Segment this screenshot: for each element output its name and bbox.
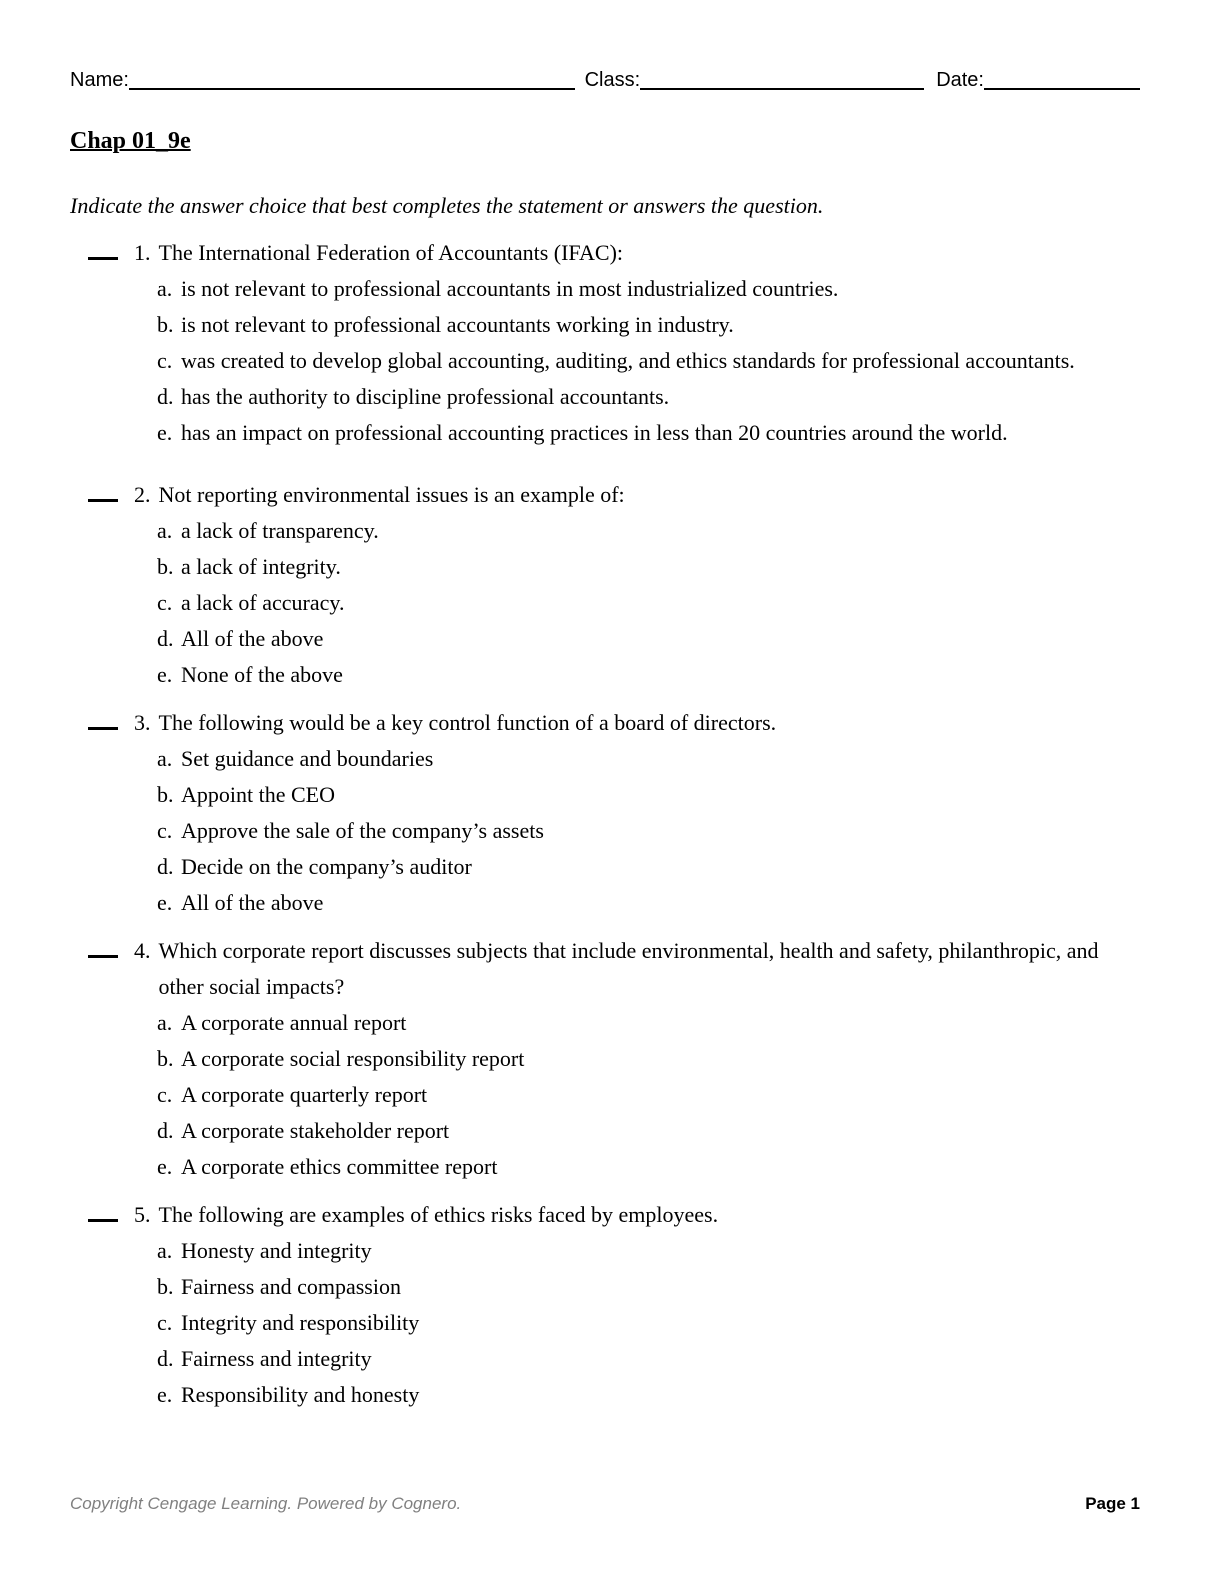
page-title: Chap 01_9e [70,128,191,154]
option-letter: a. [157,518,173,543]
option-text: Set guidance and boundaries [181,746,434,771]
option-text: A corporate quarterly report [181,1082,428,1107]
question-1 [88,235,1140,451]
option-e [157,885,1140,921]
question-number: 5. [134,1202,151,1227]
question-4 [88,933,1140,1185]
option-text: a lack of accuracy. [181,590,345,615]
option-text: All of the above [181,626,324,651]
option-e [157,1377,1140,1413]
option-letter: d. [157,384,174,409]
option-letter: e. [157,662,173,687]
option-text: A corporate ethics committee report [181,1154,498,1179]
question-text: Which corporate report discusses subjects that include environmental, health and safety, philanthropic, and other social impacts? [158,938,1099,999]
option-text: is not relevant to professional accountants working in industry. [181,312,734,337]
option-letter: e. [157,420,173,445]
option-a [157,1005,1140,1041]
question-number: 1. [134,240,151,265]
date-blank-line [984,72,1140,90]
option-d [157,1113,1140,1149]
option-e [157,657,1140,693]
option-list [157,271,1140,451]
option-letter: c. [157,590,173,615]
option-c [157,1077,1140,1113]
option-text: Fairness and integrity [181,1346,372,1371]
option-text: Fairness and compassion [181,1274,401,1299]
option-text: Approve the sale of the company’s assets [181,818,544,843]
option-e [157,415,1140,451]
question-text: The following are examples of ethics risks faced by employees. [158,1202,719,1227]
question-line [88,705,1140,741]
option-a [157,741,1140,777]
option-letter: d. [157,626,174,651]
option-letter: e. [157,1382,173,1407]
question-list [70,235,1140,1413]
option-text: is not relevant to professional accountants in most industrialized countries. [181,276,839,301]
option-b [157,1041,1140,1077]
option-text: has the authority to discipline professional accountants. [181,384,670,409]
option-text: has an impact on professional accounting practices in less than 20 countries around the world. [181,420,1008,445]
option-text: Honesty and integrity [181,1238,372,1263]
option-letter: d. [157,854,174,879]
option-text: was created to develop global accounting, auditing, and ethics standards for professional accountants. [181,348,1075,373]
option-letter: a. [157,1010,173,1035]
answer-blank [88,257,118,260]
option-letter: c. [157,348,173,373]
question-5 [88,1197,1140,1413]
option-c [157,1305,1140,1341]
class-blank-line [640,72,924,90]
answer-blank [88,727,118,730]
option-c [157,813,1140,849]
option-c [157,343,1140,379]
option-text: Responsibility and honesty [181,1382,420,1407]
option-text: All of the above [181,890,324,915]
option-letter: c. [157,1082,173,1107]
option-b [157,777,1140,813]
option-d [157,621,1140,657]
option-e [157,1149,1140,1185]
option-letter: a. [157,746,173,771]
option-letter: e. [157,1154,173,1179]
option-text: Integrity and responsibility [181,1310,420,1335]
option-text: A corporate annual report [181,1010,407,1035]
option-b [157,1269,1140,1305]
class-label: Class: [584,69,641,91]
option-letter: a. [157,276,173,301]
option-letter: b. [157,312,174,337]
question-text: The International Federation of Accountants (IFAC): [158,240,624,265]
question-line [88,235,1140,271]
option-b [157,549,1140,585]
option-text: a lack of integrity. [181,554,341,579]
question-line [88,1197,1140,1233]
page-number: Page 1 [1085,1494,1140,1513]
option-letter: a. [157,1238,173,1263]
question-number: 3. [134,710,151,735]
option-list [157,1005,1140,1185]
option-letter: d. [157,1346,174,1371]
question-3 [88,705,1140,921]
option-text: Appoint the CEO [181,782,335,807]
page-footer [70,1494,1140,1514]
option-b [157,307,1140,343]
option-list [157,1233,1140,1413]
date-label: Date: [936,69,984,91]
name-blank-line [129,72,575,90]
question-line [88,933,1140,1005]
instruction-text: Indicate the answer choice that best completes the statement or answers the question. [70,193,824,218]
option-letter: c. [157,818,173,843]
header-row [70,68,1140,92]
option-a [157,1233,1140,1269]
question-number: 4. [134,938,151,963]
name-label: Name: [70,69,129,91]
option-letter: e. [157,890,173,915]
option-a [157,513,1140,549]
option-text: A corporate social responsibility report [181,1046,525,1071]
option-text: a lack of transparency. [181,518,379,543]
question-text: Not reporting environmental issues is an example of: [158,482,625,507]
option-text: Decide on the company’s auditor [181,854,472,879]
option-d [157,849,1140,885]
option-letter: b. [157,1046,174,1071]
question-2 [88,477,1140,693]
option-text: A corporate stakeholder report [181,1118,450,1143]
option-text: None of the above [181,662,343,687]
question-number: 2. [134,482,151,507]
option-list [157,741,1140,921]
question-line [88,477,1140,513]
option-letter: c. [157,1310,173,1335]
option-letter: b. [157,554,174,579]
option-letter: d. [157,1118,174,1143]
question-text: The following would be a key control function of a board of directors. [158,710,777,735]
option-letter: b. [157,1274,174,1299]
option-letter: b. [157,782,174,807]
option-c [157,585,1140,621]
copyright-text: Copyright Cengage Learning. Powered by Cognero. [70,1494,462,1513]
option-list [157,513,1140,693]
option-d [157,1341,1140,1377]
option-a [157,271,1140,307]
answer-blank [88,499,118,502]
answer-blank [88,955,118,958]
option-d [157,379,1140,415]
answer-blank [88,1219,118,1222]
